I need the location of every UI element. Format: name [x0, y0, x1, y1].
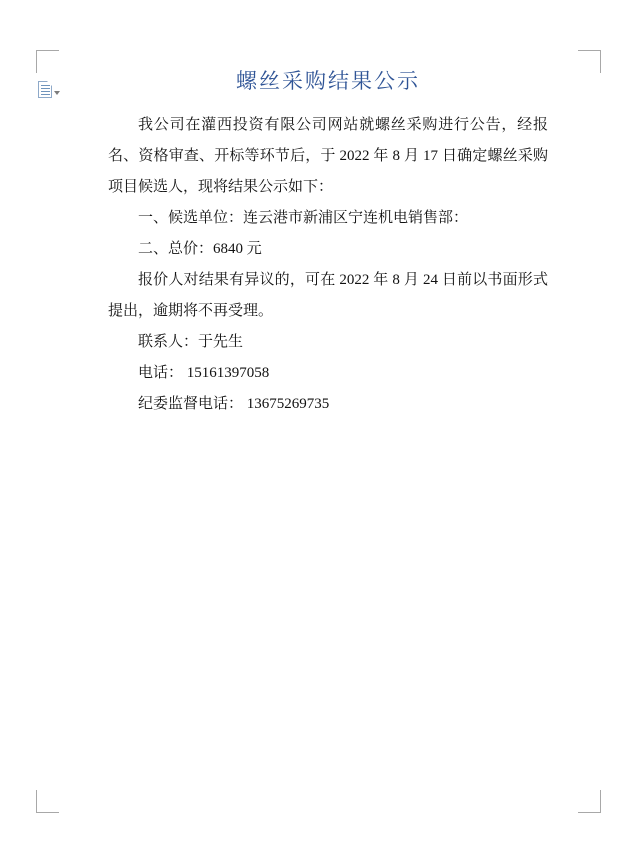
page-title: 螺丝采购结果公示	[236, 69, 420, 93]
paragraph-intro: 我公司在灌西投资有限公司网站就螺丝采购进行公告，经报名、资格审查、开标等环节后，于 2022 年 8 月 17 日确定螺丝采购项目候选人，现将结果公示如下：	[108, 117, 548, 195]
document-icon	[38, 81, 52, 98]
chevron-down-icon[interactable]	[54, 91, 60, 95]
document-attachment-icon[interactable]	[38, 81, 60, 98]
paragraph-total-price: 二、总价：6840 元	[138, 241, 262, 257]
paragraph-contact-person: 联系人：于先生	[138, 334, 244, 350]
paragraph-objection-notice: 报价人对结果有异议的，可在 2022 年 8 月 24 日前以书面形式提出，逾期将不再受理。	[108, 272, 548, 319]
paragraph-supervision-phone: 纪委监督电话： 13675269735	[138, 396, 330, 412]
paragraph-candidate-unit: 一、候选单位：连云港市新浦区宁连机电销售部：	[138, 210, 469, 226]
crop-mark-top-left	[36, 50, 59, 73]
document-body	[108, 66, 548, 420]
crop-mark-bottom-left	[36, 790, 59, 813]
paragraph-phone: 电话： 15161397058	[138, 365, 270, 381]
crop-mark-top-right	[578, 50, 601, 73]
crop-mark-bottom-right	[578, 790, 601, 813]
